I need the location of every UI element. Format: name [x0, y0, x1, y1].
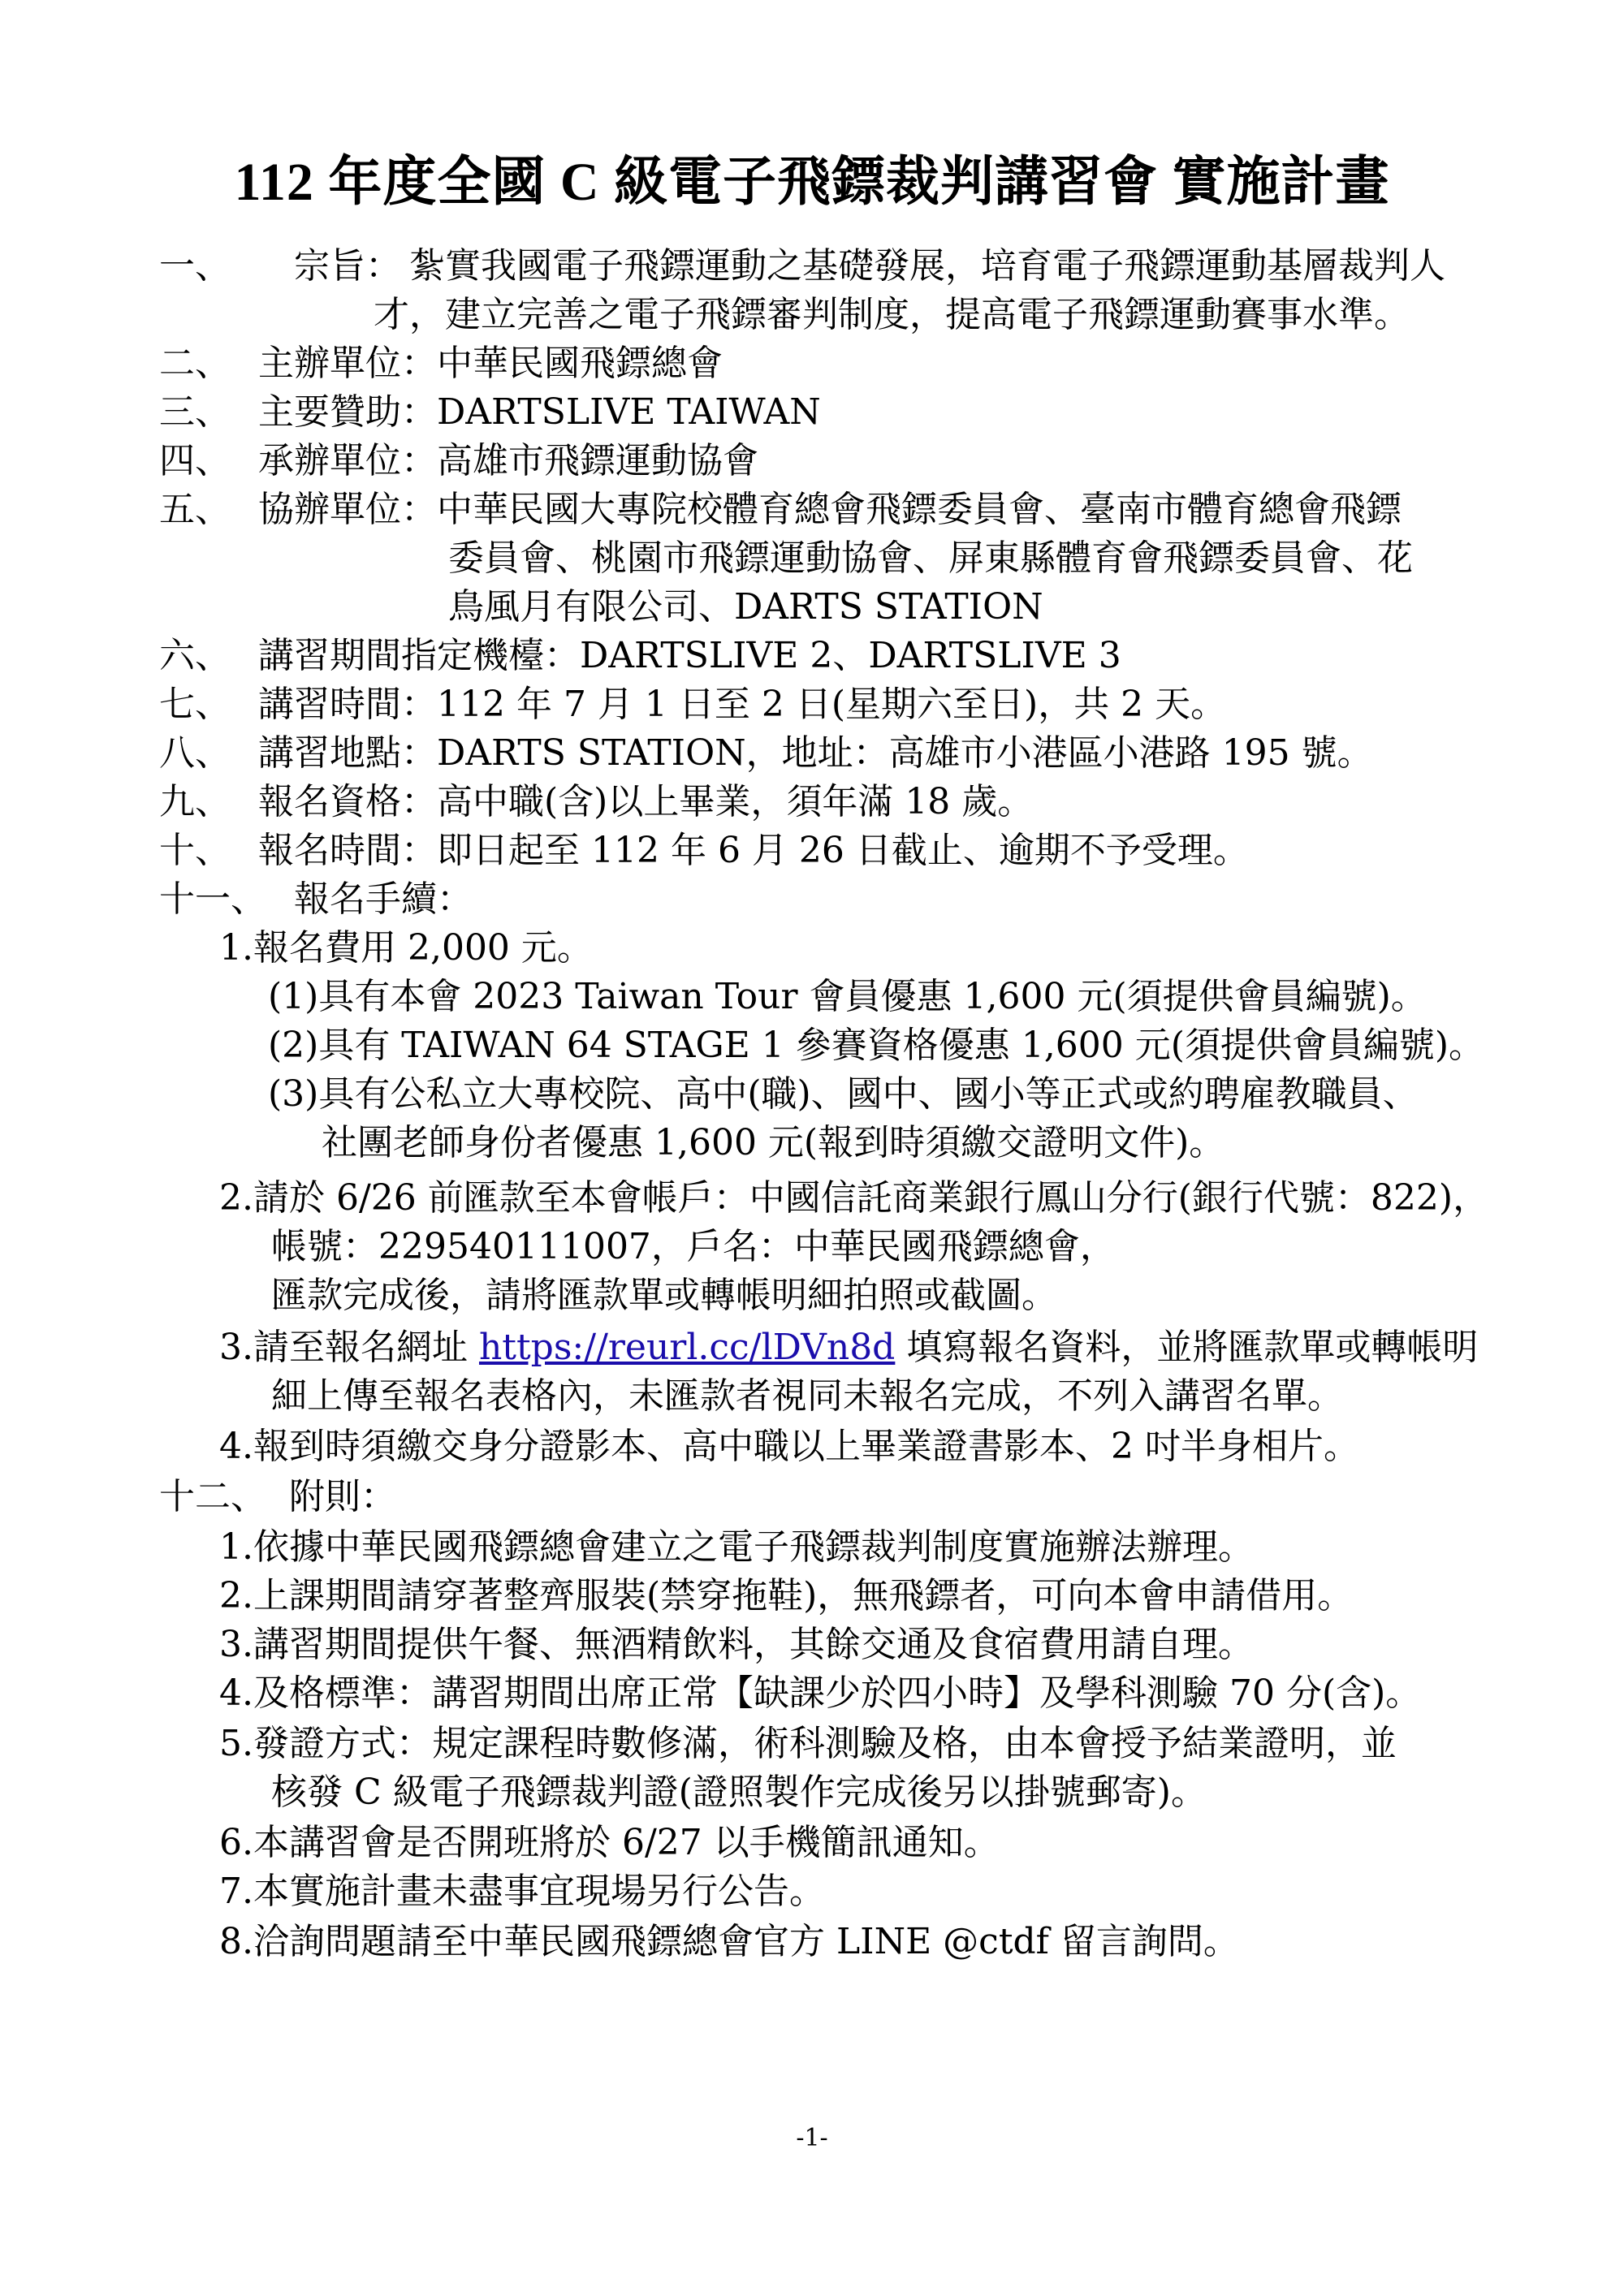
section-12-item-7: 7.本實施計畫未盡事宜現場另行公告。: [219, 1871, 825, 1912]
section-11-item-3-line-1: [219, 1323, 1478, 1372]
registration-link[interactable]: https://reurl.cc/lDVn8d: [478, 1327, 896, 1368]
section-12-item-5-line-2: 核發 C 級電子飛鏢裁判證(證照製作完成後另以掛號郵寄)。: [271, 1772, 1207, 1813]
section-12-item-5-line-1: 5.發證方式：規定課程時數修滿，術科測驗及格，由本會授予結業證明，並: [219, 1723, 1397, 1764]
section-5-text-line-2: 委員會、桃園市飛鏢運動協會、屏東縣體育會飛鏢委員會、花: [448, 537, 1413, 579]
section-5-number: 五、: [159, 489, 231, 530]
section-12-item-6: 6.本講習會是否開班將於 6/27 以手機簡訊通知。: [219, 1822, 1000, 1863]
section-4-number: 四、: [159, 440, 231, 481]
section-11-item-1-sub-1: (1)具有本會 2023 Taiwan Tour 會員優惠 1,600 元(須提供會員編號)。: [268, 976, 1427, 1017]
section-2-number: 二、: [159, 343, 231, 384]
section-9-text: 報名資格：高中職(含)以上畢業，須年滿 18 歲。: [258, 781, 1034, 822]
section-9-number: 九、: [159, 781, 231, 822]
section-11-item-2-line-1: 2.請於 6/26 前匯款至本會帳戶：中國信託商業銀行鳳山分行(銀行代號：822)，: [219, 1177, 1489, 1219]
section-5-text-line-3: 鳥風月有限公司、DARTS STATION: [448, 586, 1043, 628]
section-12-item-4: 4.及格標準：講習期間出席正常【缺課少於四小時】及學科測驗 70 分(含)。: [219, 1672, 1422, 1714]
section-1-label: 宗旨：: [294, 245, 401, 287]
section-1-text-line-2: 才，建立完善之電子飛鏢審判制度，提高電子飛鏢運動賽事水準。: [374, 294, 1410, 335]
section-12-number: 十二、: [159, 1476, 266, 1517]
section-11-item-3-line-2: 細上傳至報名表格內，未匯款者視同未報名完成，不列入講習名單。: [271, 1375, 1343, 1417]
section-6-text: 講習期間指定機檯：DARTSLIVE 2、DARTSLIVE 3: [258, 635, 1121, 676]
section-7-text: 講習時間：112 年 7 月 1 日至 2 日(星期六至日)，共 2 天。: [258, 684, 1227, 725]
section-11-item-1: 1.報名費用 2,000 元。: [219, 927, 593, 969]
section-5-text-line-1: 協辦單位：中華民國大專院校體育總會飛鏢委員會、臺南市體育總會飛鏢: [258, 489, 1402, 530]
section-11-item-3-suffix: 填寫報名資料，並將匯款單或轉帳明: [895, 1327, 1479, 1368]
section-7-number: 七、: [159, 684, 231, 725]
section-2-text: 主辦單位：中華民國飛鏢總會: [258, 343, 723, 384]
section-8-number: 八、: [159, 732, 231, 774]
section-3-number: 三、: [159, 391, 231, 433]
section-4-text: 承辦單位：高雄市飛鏢運動協會: [258, 440, 758, 481]
section-12-item-8: 8.洽詢問題請至中華民國飛鏢總會官方 LINE @ctdf 留言詢問。: [219, 1921, 1239, 1962]
page-title: 112 年度全國 C 級電子飛鏢裁判講習會 實施計畫: [234, 153, 1390, 212]
section-10-number: 十、: [159, 830, 231, 871]
section-11-item-3-prefix: 3.請至報名網址: [219, 1327, 479, 1368]
section-6-number: 六、: [159, 635, 231, 676]
section-10-text: 報名時間：即日起至 112 年 6 月 26 日截止、逾期不予受理。: [258, 830, 1249, 871]
section-1-text-line-1: 紮實我國電子飛鏢運動之基礎發展，培育電子飛鏢運動基層裁判人: [409, 245, 1445, 287]
section-11-label: 報名手續：: [294, 878, 473, 920]
page-number: -1-: [796, 2124, 828, 2152]
section-11-item-1-sub-3-line-2: 社團老師身份者優惠 1,600 元(報到時須繳交證明文件)。: [322, 1122, 1225, 1163]
section-12-item-2: 2.上課期間請穿著整齊服裝(禁穿拖鞋)，無飛鏢者，可向本會申請借用。: [219, 1575, 1354, 1616]
section-11-item-4: 4.報到時須繳交身分證影本、高中職以上畢業證書影本、2 吋半身相片。: [219, 1426, 1359, 1467]
section-11-number: 十一、: [159, 878, 266, 920]
section-12-item-1: 1.依據中華民國飛鏢總會建立之電子飛鏢裁判制度實施辦法辦理。: [219, 1526, 1254, 1568]
section-3-text: 主要贊助：DARTSLIVE TAIWAN: [258, 391, 821, 433]
section-12-label: 附則：: [289, 1476, 396, 1517]
section-11-item-2-line-2: 帳號：229540111007，戶名：中華民國飛鏢總會，: [271, 1226, 1116, 1267]
section-11-item-1-sub-3-line-1: (3)具有公私立大專校院、高中(職)、國中、國小等正式或約聘雇教職員、: [268, 1073, 1419, 1115]
section-12-item-3: 3.講習期間提供午餐、無酒精飲料，其餘交通及食宿費用請自理。: [219, 1624, 1254, 1665]
section-1-number: 一、: [159, 245, 231, 287]
section-11-item-2-line-3: 匯款完成後，請將匯款單或轉帳明細拍照或截圖。: [271, 1275, 1057, 1316]
section-8-text: 講習地點：DARTS STATION，地址：高雄市小港區小港路 195 號。: [258, 732, 1373, 774]
section-11-item-1-sub-2: (2)具有 TAIWAN 64 STAGE 1 參賽資格優惠 1,600 元(須提供會員編號)。: [268, 1025, 1485, 1066]
